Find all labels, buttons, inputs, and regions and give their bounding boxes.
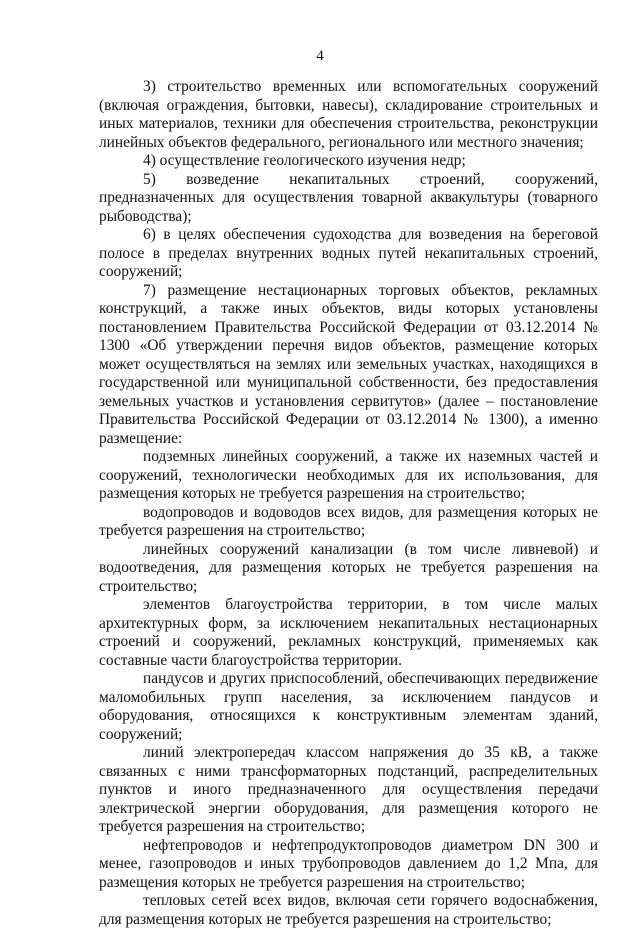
paragraph-item-3-temporary-structures: 3) строительство временных или вспомогательных сооружений (включая ограждения, бытовки, навесы), складирование строительных и иных материалов, техники для обеспечения строительства, реконструкции линейных объектов федерального, регионального или местного значения;	[99, 78, 598, 151]
paragraph-ramps: пандусов и других приспособлений, обеспечивающих передвижение маломобильных групп населения, за исключением пандусов и оборудования, относящихся к конструктивным элементам зданий, сооружений;	[99, 670, 598, 743]
paragraph-item-4-geological-study: 4) осуществление геологического изучения недр;	[143, 152, 466, 169]
document-body	[99, 78, 598, 929]
paragraph-water-pipelines: водопроводов и водоводов всех видов, для размещения которых не требуется разрешения на строительство;	[99, 503, 598, 539]
paragraph-sewerage: линейных сооружений канализации (в том числе ливневой) и водоотведения, для размещения которых не требуется разрешения на строительство;	[99, 540, 598, 595]
paragraph-item-5-aquaculture: 5) возведение некапитальных строений, сооружений, предназначенных для осуществления товарной аквакультуры (товарного рыбоводства);	[99, 170, 598, 225]
paragraph-oil-gas-pipelines: нефтепроводов и нефтепродуктопроводов диаметром DN 300 и менее, газопроводов и иных трубопроводов давлением до 1,2 Мпа, для размещения которых не требуется разрешения на строительство;	[99, 836, 598, 891]
paragraph-heating-networks: тепловых сетей всех видов, включая сети горячего водоснабжения, для размещения которых не требуется разрешения на строительство;	[99, 892, 598, 928]
paragraph-power-lines: линий электропередач классом напряжения до 35 кВ, а также связанных с ними трансформаторных подстанций, распределительных пунктов и иного предназначенного для осуществления передачи электрической энергии оборудования, для размещения которого не требуется разрешения на строительство;	[99, 744, 598, 835]
paragraph-landscaping-elements: элементов благоустройства территории, в том числе малых архитектурных форм, за исключением некапитальных нестационарных строений и сооружений, рекламных конструкций, применяемых как составные части благоустройства территории.	[99, 596, 598, 669]
paragraph-item-7-non-stationary-objects: 7) размещение нестационарных торговых объектов, рекламных конструкций, а также иных объектов, виды которых установлены постановлением Правительства Российской Федерации от 03.12.2014 № 1300 «Об утверждении перечня видов объектов, размещение которых может осуществляться на землях или земельных участках, находящихся в государственной или муниципальной собственности, без предоставления земельных участков и установления сервитутов» (далее – постановление Правительства Российской Федерации от 03.12.2014 № 1300), а именно размещение:	[99, 281, 598, 447]
paragraph-underground-linear-structures: подземных линейных сооружений, а также их наземных частей и сооружений, технологически необходимых для их использования, для размещения которых не требуется разрешения на строительство;	[99, 448, 598, 502]
paragraph-item-6-navigation: 6) в целях обеспечения судоходства для возведения на береговой полосе в пределах внутренних водных путей некапитальных строений, сооружений;	[99, 226, 598, 280]
page-number: 4	[316, 48, 324, 64]
